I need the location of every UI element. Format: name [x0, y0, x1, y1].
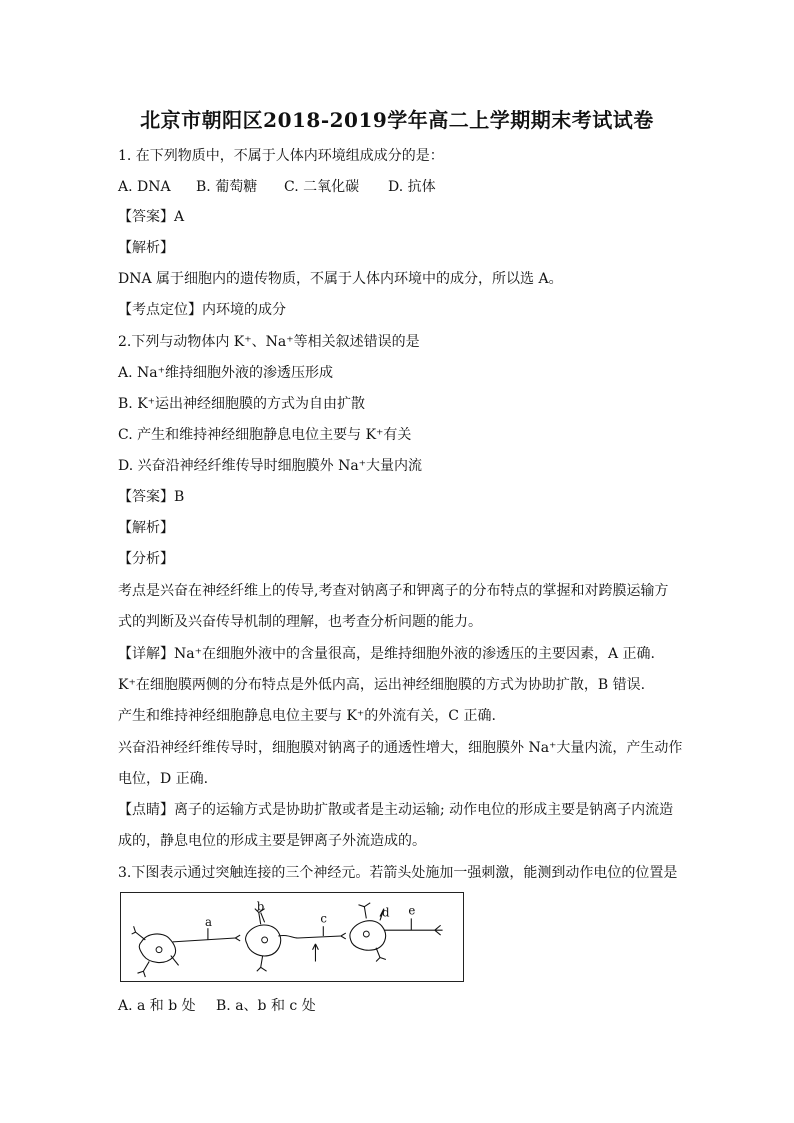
q1-option-c: C. 二氧化碳 — [284, 179, 360, 195]
neuron-1-dendrite — [132, 926, 146, 940]
q1-options — [118, 177, 678, 197]
page-title: 北京市朝阳区2018-2019学年高二上学期期末考试试卷 — [140, 108, 654, 132]
label-b: b — [256, 899, 265, 914]
q3-options — [118, 996, 678, 1016]
neuron-diagram-svg — [121, 893, 463, 981]
q3-option-b: B. a、b 和 c 处 — [216, 998, 316, 1014]
q2-option-b: B. K⁺运出神经细胞膜的方式为自由扩散 — [118, 396, 366, 412]
q2-detail-line-5: 电位，D 正确. — [118, 771, 209, 787]
q2-option-d: D. 兴奋沿神经纤维传导时细胞膜外 Na⁺大量内流 — [118, 458, 423, 474]
q2-option-a: A. Na⁺维持细胞外液的渗透压形成 — [118, 365, 333, 381]
q3-option-a: A. a 和 b 处 — [118, 998, 196, 1014]
q1-analysis: DNA 属于细胞内的遗传物质，不属于人体内环境中的成分，所以选 A。 — [118, 271, 563, 287]
neuron-3-terminal — [435, 925, 443, 935]
q2-option-c: C. 产生和维持神经细胞静息电位主要与 K⁺有关 — [118, 427, 412, 443]
q2-detail-line-1: 【详解】Na⁺在细胞外液中的含量很高，是维持细胞外液的渗透压的主要因素，A 正确. — [118, 646, 655, 662]
q3-stem: 3.下图表示通过突触连接的三个神经元。若箭头处施加一强刺激，能测到动作电位的位置是 — [118, 865, 678, 881]
stimulus-arrow-icon — [313, 944, 319, 962]
neuron-3-dendrite — [358, 903, 370, 919]
q1-stem: 1. 在下列物质中，不属于人体内环境组成成分的是： — [118, 148, 444, 164]
neuron-3-body — [350, 921, 386, 951]
label-c: c — [320, 911, 327, 926]
label-e: e — [408, 903, 416, 918]
q2-analysis-heading: 【解析】 — [118, 520, 174, 536]
q1-analysis-heading: 【解析】 — [118, 240, 174, 256]
q2-fenxi-line-1: 考点是兴奋在神经纤维上的传导,考查对钠离子和钾离子的分布特点的掌握和对跨膜运输方 — [118, 583, 669, 599]
synapse-2-terminal — [341, 933, 346, 939]
label-a: a — [204, 915, 212, 930]
q1-option-d: D. 抗体 — [388, 179, 436, 195]
q2-tip-line-2: 成的，静息电位的形成主要是钾离子外流造成的。 — [118, 833, 426, 849]
synapse-1-terminal — [235, 935, 240, 941]
q2-fenxi-line-2: 式的判断及兴奋传导机制的理解，也考查分析问题的能力。 — [118, 614, 482, 630]
q2-detail-line-4: 兴奋沿神经纤维传导时，细胞膜对钠离子的通透性增大，细胞膜外 Na⁺大量内流，产生动作 — [118, 740, 683, 756]
neuron-1-dendrite — [138, 961, 150, 977]
neuron-1-dendrite — [171, 956, 179, 966]
neuron-1-axon — [173, 938, 236, 942]
q2-tip-line-1: 【点睛】离子的运输方式是协助扩散或者是主动运输; 动作电位的形成主要是钠离子内流造 — [118, 802, 674, 818]
q2-fenxi-heading: 【分析】 — [118, 551, 174, 567]
q1-option-b: B. 葡萄糖 — [196, 179, 258, 195]
q2-detail-line-2: K⁺在细胞膜两侧的分布特点是外低内高，运出神经细胞膜的方式为协助扩散，B 错误. — [118, 677, 646, 693]
label-d: d — [381, 905, 390, 920]
neuron-2-body — [246, 925, 281, 956]
neuron-2-nucleus — [262, 937, 268, 943]
neuron-1-nucleus — [156, 947, 162, 953]
q1-point: 【考点定位】内环境的成分 — [118, 302, 286, 318]
neuron-3-nucleus — [363, 931, 369, 937]
neuron-2-axon — [278, 935, 341, 938]
neuron-3-dendrite — [376, 948, 386, 962]
q2-detail-line-3: 产生和维持神经细胞静息电位主要与 K⁺的外流有关，C 正确. — [118, 708, 496, 724]
label-b-leader — [261, 913, 265, 923]
neuron-1-body — [139, 934, 175, 963]
neuron-diagram — [120, 892, 464, 982]
q1-answer: 【答案】A — [118, 209, 185, 225]
q2-answer: 【答案】B — [118, 489, 185, 505]
q2-stem: 2.下列与动物体内 K⁺、Na⁺等相关叙述错误的是 — [118, 334, 420, 350]
q1-option-a: A. DNA — [118, 179, 171, 195]
neuron-2-dendrite — [257, 956, 267, 972]
